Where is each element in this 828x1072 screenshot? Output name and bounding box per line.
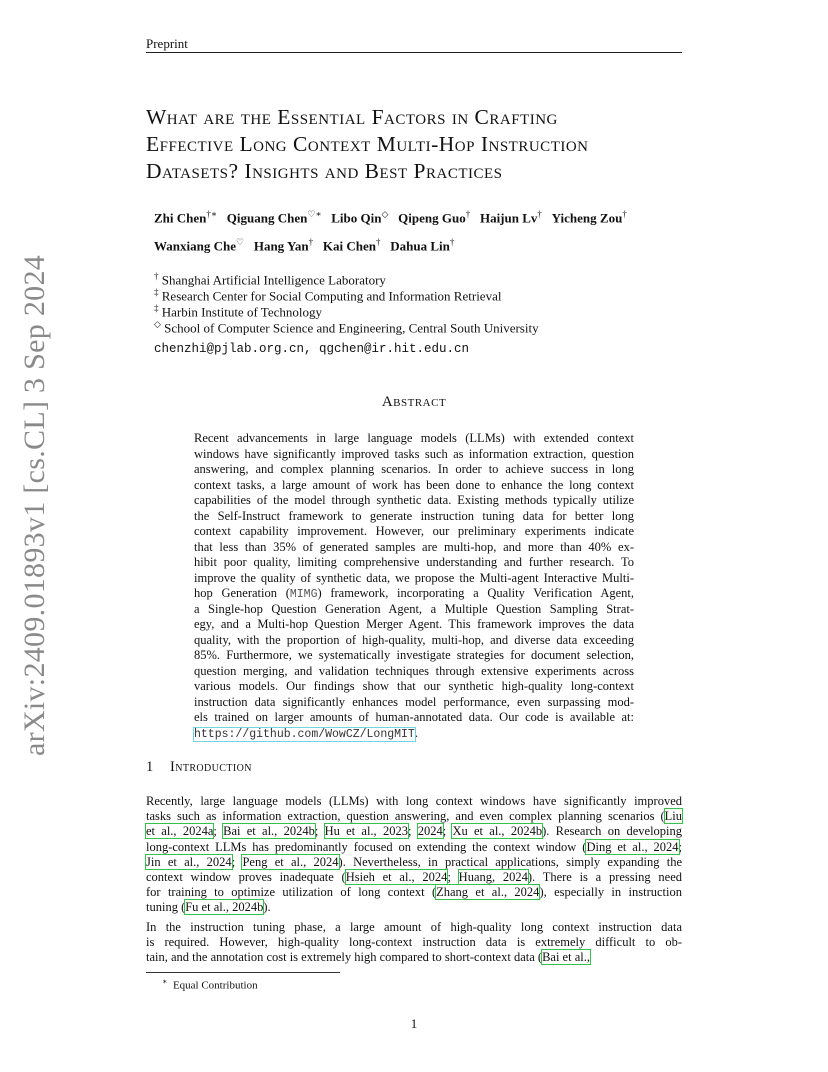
citation-link[interactable]: 2024: [417, 824, 443, 839]
affiliation-mark: ‡: [154, 287, 159, 297]
author-name: Qipeng Guo: [398, 210, 466, 226]
citation-link[interactable]: Xu et al., 2024b: [452, 824, 543, 839]
abstract-line: Recent advancements in large language models (LLMs) with extended context: [194, 431, 634, 445]
arxiv-sidebar-stamp[interactable]: arXiv:2409.01893v1 [cs.CL] 3 Sep 2024: [18, 254, 51, 756]
author-affiliation-mark: †∗: [206, 209, 218, 219]
section-heading-introduction: [146, 759, 252, 776]
section-number: 1: [146, 759, 154, 775]
affiliation-mark: ◇: [154, 319, 161, 329]
author-name: Dahua Lin: [390, 238, 450, 254]
citation-link[interactable]: Hu et al., 2023: [324, 824, 408, 839]
citation-link[interactable]: Liu: [664, 809, 682, 824]
author-affiliation-mark: †: [308, 237, 314, 247]
abstract-line: 85%. Furthermore, we systematically investigate strategies for document selection,: [194, 648, 634, 662]
framework-acronym: MIMG: [289, 588, 318, 601]
author-affiliation-mark: ◇: [381, 209, 389, 219]
author-affiliation-mark: †: [375, 237, 381, 247]
body-line: Recently, large language models (LLMs) with long context windows have significantly improved: [146, 794, 682, 808]
abstract-line: answering, and complex planning scenarios. In order to achieve success in long: [194, 462, 634, 476]
abstract-line: a Single-hop Question Generation Agent, a Multiple Question Sampling Strat-: [194, 601, 634, 616]
author-affiliation-mark: †: [622, 209, 627, 219]
citation-link[interactable]: Huang, 2024: [458, 870, 528, 884]
author-name: Kai Chen: [322, 238, 376, 254]
body-line: et al., 2024a; Bai et al., 2024b; Hu et al., 2023; 2024; Xu et al., 2024b). Research on developing: [146, 824, 683, 839]
body-line: Jin et al., 2024; Peng et al., 2024). Nevertheless, in practical applications, simply expanding the: [146, 854, 682, 869]
section-title: Introduction: [170, 759, 252, 775]
abstract-line: instruction data significantly enhances model performance, even surpassing mod-: [194, 694, 634, 709]
author-name: Libo Qin: [331, 210, 382, 226]
author-name: Haijun Lv: [479, 210, 538, 226]
affiliation-text: Research Center for Social Computing and Information Retrieval: [161, 288, 502, 304]
body-line: is required. However, high-quality long-context instruction data is extremely difficult to ob-: [146, 935, 682, 950]
body-line: In the instruction tuning phase, a large amount of high-quality long context instruction data: [146, 920, 682, 934]
abstract-line: context tasks, a large amount of work has been done to enhance the long context: [194, 477, 634, 492]
body-line: tuning (Fu et al., 2024b).: [146, 900, 271, 915]
author-affiliation-mark: †: [537, 209, 542, 219]
abstract-line: the Self-Instruct framework to generate instruction tuning data for better long: [194, 508, 634, 523]
paper-title: [146, 104, 706, 185]
abstract-line: egy, and a Multi-hop Question Merger Agent. This framework improves the data: [194, 617, 634, 631]
author-affiliation-mark: †: [449, 237, 455, 247]
affiliation: [154, 271, 386, 288]
body-line: tasks such as information extraction, question answering, and even complex planning scenarios (Liu: [146, 809, 682, 824]
body-line: for training to optimize utilization of long context (Zhang et al., 2024), especially in instruction: [146, 885, 682, 900]
affiliation-text: School of Computer Science and Engineering, Central South University: [164, 320, 539, 336]
affiliation-text: Shanghai Artificial Intelligence Laboratory: [161, 272, 386, 288]
footnote: [162, 977, 258, 992]
citation-link[interactable]: Zhang et al., 2024: [436, 885, 540, 900]
abstract-line: question merging, and validation techniques through extensive experiments across: [194, 663, 634, 678]
author-affiliation-mark: †: [465, 209, 471, 219]
citation-link[interactable]: Bai et al., 2024b: [223, 824, 315, 839]
page-number: 1: [410, 1016, 418, 1031]
abstract-line: context capability improvement. However, our preliminary experiments indicate: [194, 524, 634, 538]
affiliation: [154, 287, 501, 304]
citation-link[interactable]: et al., 2024a: [146, 824, 214, 839]
author-name: Wanxiang Che: [154, 238, 236, 254]
abstract-line: hop Generation (MIMG) framework, incorporating a Quality Verification Agent,: [194, 586, 635, 601]
abstract-line: quality, with the proportion of high-quality, multi-hop, and diverse data exceeding: [194, 632, 634, 647]
author-affiliation-mark: ♡∗: [307, 209, 322, 219]
title-line: Datasets? Insights and Best Practices: [146, 159, 503, 183]
author-list-row-1: [154, 209, 627, 226]
code-repository-link[interactable]: https://github.com/WowCZ/LongMIT: [194, 727, 415, 741]
affiliation-text: Harbin Institute of Technology: [161, 304, 322, 320]
body-line: tain, and the annotation cost is extremely high compared to short-context data (Bai et al.,: [146, 950, 590, 965]
abstract-line: windows have significantly improved tasks such as information extraction, question: [194, 446, 634, 461]
header-rule: [146, 52, 682, 53]
footnote-rule: [146, 972, 340, 973]
running-header: Preprint: [146, 36, 188, 51]
affiliation: [154, 319, 539, 336]
abstract-line: capabilities of the model through synthetic data. Existing methods typically utilize: [194, 493, 634, 507]
abstract-line: various models. Our findings show that our synthetic high-quality long-context: [194, 679, 634, 693]
abstract-line: that less than 35% of generated samples are multi-hop, and more than 40% ex-: [194, 539, 634, 554]
footnote-text: Equal Contribution: [172, 979, 258, 992]
title-line: Effective Long Context Multi-Hop Instruction: [146, 132, 589, 156]
abstract-line: https://github.com/WowCZ/LongMIT.: [194, 725, 418, 741]
citation-link[interactable]: Hsieh et al., 2024: [345, 870, 448, 884]
abstract-line: els trained on larger amounts of human-annotated data. Our code is available at:: [194, 710, 634, 724]
author-affiliation-mark: ♡: [236, 237, 245, 247]
abstract-line: hibit poor quality, limiting comprehensive understanding and further research. To: [194, 555, 634, 569]
title-line: What are the Essential Factors in Crafting: [146, 105, 558, 129]
affiliation-mark: †: [154, 271, 159, 281]
author-list-row-2: [154, 237, 454, 254]
author-name: Qiguang Chen: [226, 210, 308, 226]
body-line: context window proves inadequate (Hsieh et al., 2024; Huang, 2024). There is a pressing need: [146, 870, 682, 884]
citation-link[interactable]: Ding et al., 2024: [586, 839, 679, 854]
body-line: long-context LLMs has predominantly focused on extending the context window (Ding et al., 2024;: [146, 839, 682, 854]
abstract-heading: Abstract: [381, 394, 447, 410]
citation-link[interactable]: Fu et al., 2024b: [185, 900, 264, 915]
citation-link[interactable]: Bai et al.,: [542, 950, 590, 965]
affiliation-mark: ‡: [154, 303, 159, 313]
footnote-mark: ∗: [162, 977, 168, 986]
affiliation: [154, 303, 322, 320]
abstract-line: improve the quality of synthetic data, we propose the Multi-agent Interactive Multi-: [194, 570, 634, 585]
author-name: Yicheng Zou: [551, 210, 623, 226]
author-name: Hang Yan: [253, 238, 309, 254]
author-name: Zhi Chen: [154, 210, 207, 226]
author-emails[interactable]: chenzhi@pjlab.org.cn, qgchen@ir.hit.edu.cn: [154, 342, 470, 356]
citation-link[interactable]: Jin et al., 2024: [146, 854, 232, 869]
citation-link[interactable]: Peng et al., 2024: [242, 854, 339, 869]
